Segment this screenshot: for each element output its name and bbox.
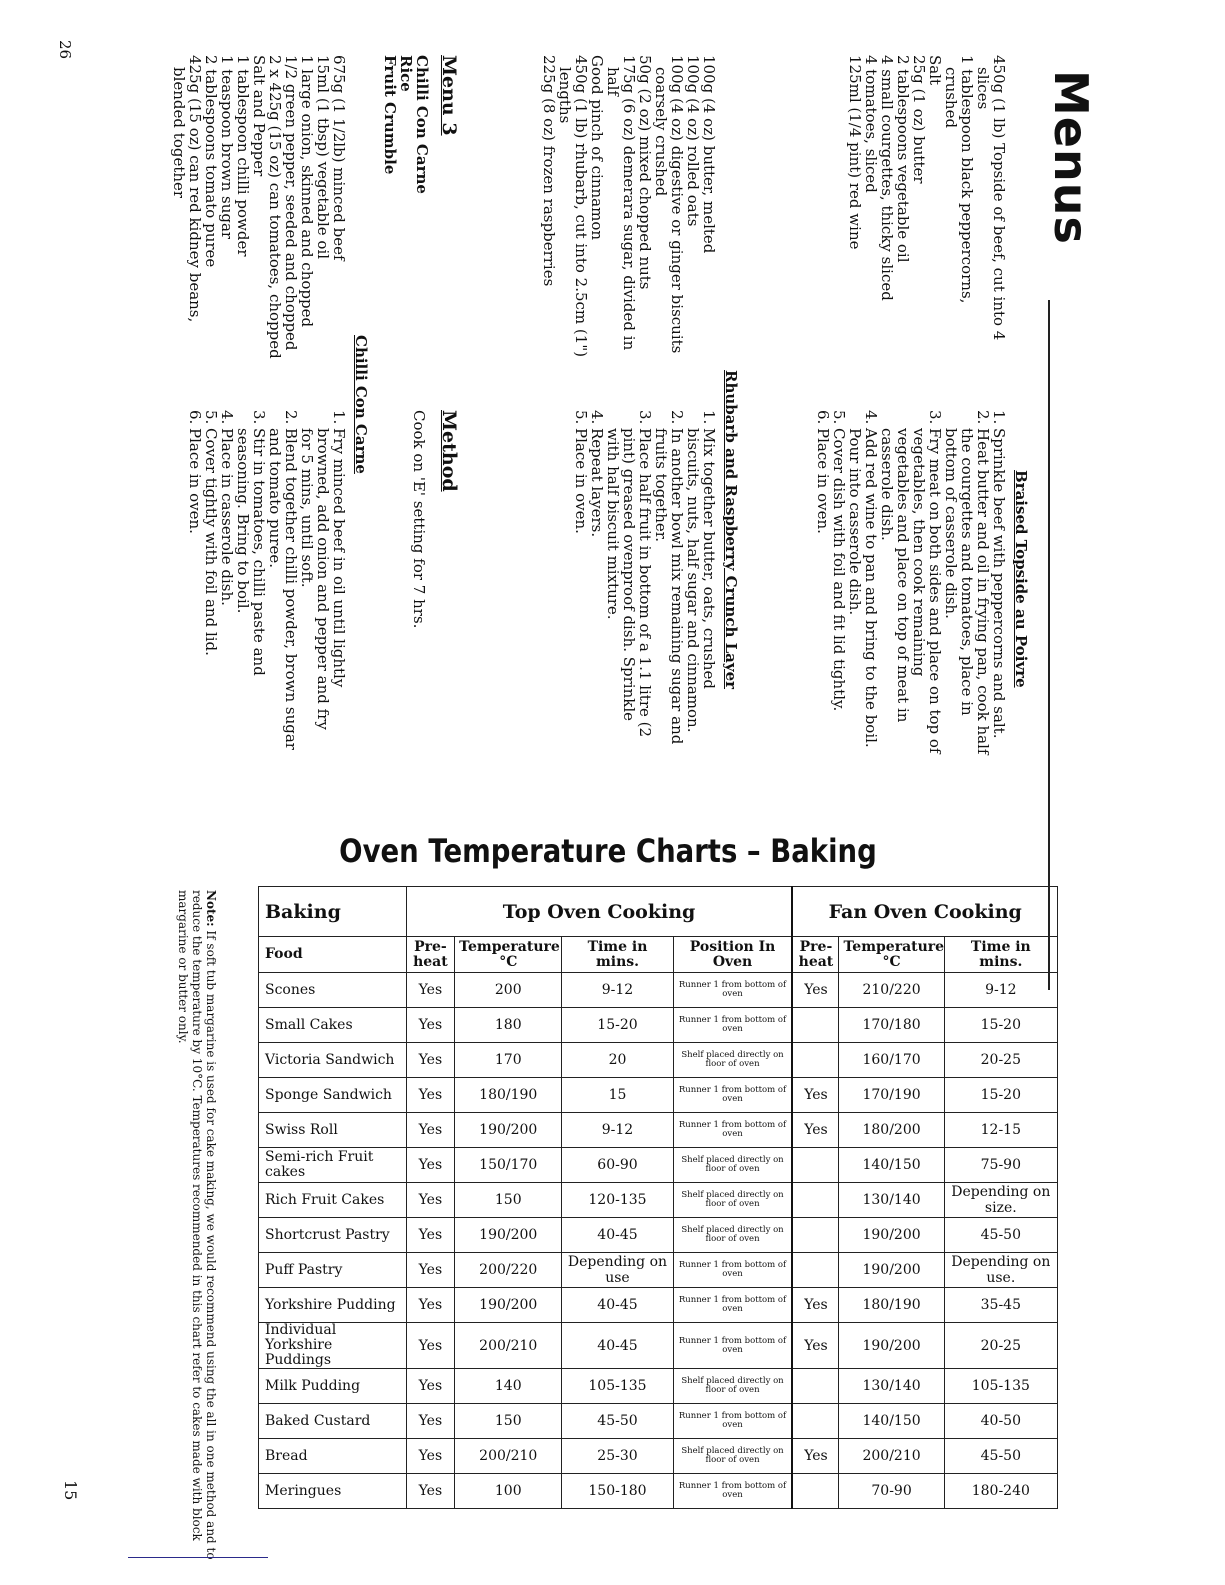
step-text: Mix together butter, oats, crushed biscuits, nuts, half sugar and cinnamon. <box>684 428 718 733</box>
top-temperature-cell: 200/210 <box>455 1439 562 1474</box>
chilli-ingredient: Salt and Pepper <box>250 55 268 177</box>
fan-preheat-cell: Yes <box>792 1078 839 1113</box>
fan-temperature-cell: 180/200 <box>839 1113 944 1148</box>
fan-preheat-cell: Yes <box>792 973 839 1008</box>
top-time-cell: 60-90 <box>562 1148 673 1183</box>
fan-temperature-cell: 160/170 <box>839 1043 944 1078</box>
position-cell: Shelf placed directly on floor of oven <box>673 1183 792 1218</box>
food-cell: Puff Pastry <box>259 1253 407 1288</box>
chilli-method-step <box>219 410 235 755</box>
note-label: Note: <box>204 890 218 927</box>
bottom-rule <box>128 1557 268 1558</box>
table-row <box>259 1183 1058 1218</box>
menu3-method-title: Method <box>438 410 460 492</box>
step-text: Cover tightly with foil and lid. <box>202 428 220 656</box>
fan-preheat-cell <box>792 1404 839 1439</box>
topside-method-step <box>847 410 879 755</box>
menus-title: Menus <box>1044 70 1098 245</box>
fan-temperature-cell: 190/200 <box>839 1218 944 1253</box>
header-fan-temperature: Temperature °C <box>839 937 944 973</box>
topside-method-step <box>831 410 847 755</box>
chilli-ingredient: 2 x 425g (15 oz) can tomatoes, chopped <box>266 55 284 359</box>
step-text: Repeat layers. <box>588 428 606 538</box>
rhubarb-ingredient: 100g (4 oz) butter, melted <box>700 55 718 254</box>
top-time-cell: 45-50 <box>562 1404 673 1439</box>
step-text: Fry meat on both sides and place on top of vegetables, then cook remaining vegetables and place on top of meat in casserole dish. <box>878 428 944 754</box>
position-cell: Runner 1 from bottom of oven <box>673 1288 792 1323</box>
fan-time-cell: 75-90 <box>944 1148 1057 1183</box>
menu3-item: Chilli Con Carne <box>413 55 431 194</box>
top-time-cell: 25-30 <box>562 1439 673 1474</box>
topside-ingredient: 4 tomatoes, sliced <box>862 55 880 193</box>
step-number: 3. <box>636 410 654 425</box>
topside-ingredient: 125ml (1/4 pint) red wine <box>846 55 864 250</box>
chilli-ingredients <box>171 55 347 380</box>
top-time-cell: 20 <box>562 1043 673 1078</box>
topside-method-step <box>943 410 991 755</box>
topside-ingredient: 450g (1 lb) Topside of beef, cut into 4 slices <box>974 55 1008 341</box>
rhubarb-method <box>573 410 717 755</box>
rhubarb-method-step <box>605 410 653 755</box>
topside-ingredient: 2 tablespoons vegetable oil <box>894 55 912 263</box>
chilli-method-step <box>299 410 347 755</box>
table-row <box>259 1439 1058 1474</box>
chilli-ingredient: 1 tablespoon chilli powder <box>234 55 252 257</box>
position-cell: Runner 1 from bottom of oven <box>673 1008 792 1043</box>
position-cell: Shelf placed directly on floor of oven <box>673 1439 792 1474</box>
menu3-item: Rice <box>397 55 415 92</box>
food-cell: Rich Fruit Cakes <box>259 1183 407 1218</box>
step-text: Place in oven. <box>572 428 590 534</box>
position-cell: Runner 1 from bottom of oven <box>673 973 792 1008</box>
table-row <box>259 1474 1058 1509</box>
step-number: 3. <box>250 410 268 425</box>
top-preheat-cell: Yes <box>406 1113 455 1148</box>
top-preheat-cell: Yes <box>406 1474 455 1509</box>
fan-preheat-cell: Yes <box>792 1439 839 1474</box>
position-cell: Runner 1 from bottom of oven <box>673 1404 792 1439</box>
step-number: 6. <box>814 410 832 425</box>
step-number: 5. <box>830 410 848 425</box>
fan-time-cell: 45-50 <box>944 1439 1057 1474</box>
fan-temperature-cell: 210/220 <box>839 973 944 1008</box>
step-number: 1. <box>990 410 1008 425</box>
food-cell: Semi-rich Fruit cakes <box>259 1148 407 1183</box>
topside-ingredient: 25g (1 oz) butter <box>910 55 928 184</box>
position-cell: Shelf placed directly on floor of oven <box>673 1218 792 1253</box>
header-fan-preheat: Pre- heat <box>792 937 839 973</box>
step-text: Place in oven. <box>814 428 832 534</box>
step-text: Place in oven. <box>186 428 204 534</box>
topside-method-step <box>879 410 943 755</box>
step-number: 1. <box>700 410 718 425</box>
fan-time-cell: 35-45 <box>944 1288 1057 1323</box>
rhubarb-ingredients <box>541 55 717 360</box>
step-text: Stir in tomatoes, chilli paste and seasoning. Bring to boil. <box>234 428 268 676</box>
page-number-right: 15 <box>61 1480 80 1501</box>
rhubarb-ingredient: 100g (4 oz) rolled oats <box>684 55 702 227</box>
food-cell: Bread <box>259 1439 407 1474</box>
position-cell: Shelf placed directly on floor of oven <box>673 1369 792 1404</box>
fan-temperature-cell: 130/140 <box>839 1183 944 1218</box>
fan-preheat-cell <box>792 1218 839 1253</box>
topside-method <box>815 410 1007 755</box>
chilli-method-step <box>203 410 219 755</box>
step-number: 4. <box>588 410 606 425</box>
rhubarb-ingredient: 50g (2 oz) mixed chopped nuts <box>636 55 654 290</box>
step-number: 3. <box>926 410 944 425</box>
top-temperature-cell: 140 <box>455 1369 562 1404</box>
oven-chart-title: Oven Temperature Charts – Baking <box>339 832 877 870</box>
top-preheat-cell: Yes <box>406 1183 455 1218</box>
top-time-cell: 40-45 <box>562 1218 673 1253</box>
fan-preheat-cell: Yes <box>792 1113 839 1148</box>
top-time-cell: 15-20 <box>562 1008 673 1043</box>
step-text: In another bowl mix remaining sugar and fruits together. <box>652 428 686 745</box>
top-temperature-cell: 190/200 <box>455 1288 562 1323</box>
fan-time-cell: 20-25 <box>944 1043 1057 1078</box>
fan-temperature-cell: 190/200 <box>839 1253 944 1288</box>
top-preheat-cell: Yes <box>406 1323 455 1369</box>
fan-time-cell: 40-50 <box>944 1404 1057 1439</box>
food-cell: Swiss Roll <box>259 1113 407 1148</box>
header-top-time: Time in mins. <box>562 937 673 973</box>
top-time-cell: 40-45 <box>562 1288 673 1323</box>
chilli-ingredient: 425g (15 oz) can red kidney beans, blended together <box>170 55 204 323</box>
header-top-temperature: Temperature °C <box>455 937 562 973</box>
position-cell: Shelf placed directly on floor of oven <box>673 1043 792 1078</box>
rhubarb-method-step <box>589 410 605 755</box>
rhubarb-ingredient: Good pinch of cinnamon <box>588 55 606 241</box>
chilli-method <box>187 410 347 755</box>
position-cell: Runner 1 from bottom of oven <box>673 1323 792 1369</box>
header-food: Food <box>259 937 407 973</box>
top-preheat-cell: Yes <box>406 973 455 1008</box>
table-row <box>259 1369 1058 1404</box>
fan-preheat-cell <box>792 1148 839 1183</box>
top-temperature-cell: 150/170 <box>455 1148 562 1183</box>
fan-temperature-cell: 170/180 <box>839 1008 944 1043</box>
step-text: Fry minced beef in oil until lightly browned, add onion and pepper and fry for 5 mins, until soft. <box>298 428 348 730</box>
menu3-items <box>382 55 430 194</box>
fan-temperature-cell: 200/210 <box>839 1439 944 1474</box>
table-row <box>259 1404 1058 1439</box>
fan-time-cell: 12-15 <box>944 1113 1057 1148</box>
step-number: 4. <box>218 410 236 425</box>
top-time-cell: 120-135 <box>562 1183 673 1218</box>
table-row <box>259 1008 1058 1043</box>
chilli-ingredient: 675g (1 1/2lb) minced beef <box>330 55 348 261</box>
step-number: 1. <box>330 410 348 425</box>
top-time-cell: 9-12 <box>562 973 673 1008</box>
header-position: Position In Oven <box>673 937 792 973</box>
fan-temperature-cell: 190/200 <box>839 1323 944 1369</box>
table-row <box>259 1148 1058 1183</box>
chilli-ingredient: 1 teaspoon brown sugar <box>218 55 236 240</box>
food-cell: Sponge Sandwich <box>259 1078 407 1113</box>
fan-preheat-cell <box>792 1253 839 1288</box>
fan-preheat-cell <box>792 1369 839 1404</box>
fan-temperature-cell: 140/150 <box>839 1148 944 1183</box>
top-time-cell: 15 <box>562 1078 673 1113</box>
top-preheat-cell: Yes <box>406 1218 455 1253</box>
top-time-cell: 105-135 <box>562 1369 673 1404</box>
food-cell: Shortcrust Pastry <box>259 1218 407 1253</box>
food-cell: Individual Yorkshire Puddings <box>259 1323 407 1369</box>
step-number: 5. <box>572 410 590 425</box>
food-cell: Small Cakes <box>259 1008 407 1043</box>
step-number: 5. <box>202 410 220 425</box>
top-time-cell: Depending on use <box>562 1253 673 1288</box>
fan-time-cell: 105-135 <box>944 1369 1057 1404</box>
chilli-ingredient: 1 large onion, skinned and chopped <box>298 55 316 328</box>
table-row <box>259 1218 1058 1253</box>
rhubarb-method-step <box>685 410 717 755</box>
step-text: Place in casserole dish. <box>218 428 236 606</box>
header-baking: Baking <box>259 887 407 937</box>
top-preheat-cell: Yes <box>406 1288 455 1323</box>
table-row <box>259 1043 1058 1078</box>
topside-ingredient: 1 tablespoon black peppercorns, crushed <box>942 55 976 304</box>
rhubarb-ingredient: 450g (1 lb) rhubarb, cut into 2.5cm (1") lengths <box>556 55 590 358</box>
oven-table-body <box>259 973 1058 1509</box>
header-fan-oven: Fan Oven Cooking <box>792 887 1057 937</box>
topside-method-step <box>815 410 831 755</box>
step-text: Heat butter and oil in frying pan, cook half the courgettes and tomatoes, place in bottom of casserole dish. <box>942 428 992 755</box>
step-number: 4. <box>862 410 880 425</box>
menu3-title: Menu 3 <box>438 55 460 136</box>
fan-temperature-cell: 170/190 <box>839 1078 944 1113</box>
food-cell: Milk Pudding <box>259 1369 407 1404</box>
header-top-preheat: Pre- heat <box>406 937 455 973</box>
fan-preheat-cell: Yes <box>792 1323 839 1369</box>
rhubarb-title: Rhubarb and Raspberry Crunch Layer <box>722 370 740 690</box>
table-row <box>259 1288 1058 1323</box>
fan-temperature-cell: 70-90 <box>839 1474 944 1509</box>
header-top-oven: Top Oven Cooking <box>406 887 792 937</box>
fan-temperature-cell: 130/140 <box>839 1369 944 1404</box>
food-cell: Scones <box>259 973 407 1008</box>
top-temperature-cell: 200 <box>455 973 562 1008</box>
rhubarb-ingredient: 100g (4 oz) digestive or ginger biscuits coarsely crushed <box>652 55 686 354</box>
fan-preheat-cell <box>792 1008 839 1043</box>
fan-time-cell: 45-50 <box>944 1218 1057 1253</box>
fan-preheat-cell <box>792 1183 839 1218</box>
fan-preheat-cell <box>792 1474 839 1509</box>
fan-temperature-cell: 140/150 <box>839 1404 944 1439</box>
top-temperature-cell: 150 <box>455 1183 562 1218</box>
table-row <box>259 1323 1058 1369</box>
top-temperature-cell: 170 <box>455 1043 562 1078</box>
top-temperature-cell: 100 <box>455 1474 562 1509</box>
rhubarb-ingredient: 175g (6 oz) demerara sugar, divided in half <box>604 55 638 351</box>
topside-method-step <box>991 410 1007 755</box>
chilli-ingredient: 2 tablespoons tomato puree <box>202 55 220 268</box>
step-text: Add red wine to pan and bring to the boil. Pour into casserole dish. <box>846 428 880 748</box>
oven-temperature-table <box>258 886 1058 1509</box>
step-number: 2. <box>974 410 992 425</box>
chilli-ingredient: 15ml (1 tbsp) vegetable oil <box>314 55 332 260</box>
topside-title: Braised Topside au Poivre <box>1012 470 1030 688</box>
top-time-cell: 9-12 <box>562 1113 673 1148</box>
fan-time-cell: 180-240 <box>944 1474 1057 1509</box>
chilli-title: Chilli Con Carne <box>352 335 370 474</box>
food-cell: Victoria Sandwich <box>259 1043 407 1078</box>
fan-time-cell: 9-12 <box>944 973 1057 1008</box>
top-time-cell: 40-45 <box>562 1323 673 1369</box>
top-preheat-cell: Yes <box>406 1078 455 1113</box>
top-time-cell: 150-180 <box>562 1474 673 1509</box>
top-preheat-cell: Yes <box>406 1008 455 1043</box>
fan-time-cell: 15-20 <box>944 1008 1057 1043</box>
step-text: Sprinkle beef with peppercorns and salt. <box>990 428 1008 739</box>
chilli-method-step <box>267 410 299 755</box>
position-cell: Runner 1 from bottom of oven <box>673 1253 792 1288</box>
step-number: 2. <box>668 410 686 425</box>
menu3-method-note: Cook on 'E' setting for 7 hrs. <box>410 410 428 629</box>
top-temperature-cell: 190/200 <box>455 1218 562 1253</box>
top-temperature-cell: 200/210 <box>455 1323 562 1369</box>
fan-time-cell: 20-25 <box>944 1323 1057 1369</box>
top-temperature-cell: 180/190 <box>455 1078 562 1113</box>
step-number: 2. <box>282 410 300 425</box>
fan-preheat-cell: Yes <box>792 1288 839 1323</box>
step-text: Cover dish with foil and fit lid tightly. <box>830 428 848 712</box>
top-preheat-cell: Yes <box>406 1439 455 1474</box>
rhubarb-method-step <box>653 410 685 755</box>
step-text: Blend together chilli powder, brown sugar and tomato puree. <box>266 428 300 750</box>
rhubarb-method-step <box>573 410 589 755</box>
fan-time-cell: 15-20 <box>944 1078 1057 1113</box>
fan-preheat-cell <box>792 1043 839 1078</box>
rhubarb-ingredient: 225g (8 oz) frozen raspberries <box>540 55 558 287</box>
fan-temperature-cell: 180/190 <box>839 1288 944 1323</box>
oven-note <box>176 890 218 1580</box>
chilli-method-step <box>235 410 267 755</box>
top-temperature-cell: 200/220 <box>455 1253 562 1288</box>
position-cell: Runner 1 from bottom of oven <box>673 1474 792 1509</box>
top-preheat-cell: Yes <box>406 1253 455 1288</box>
chilli-ingredient: 1/2 green pepper, seeded and chopped <box>282 55 300 351</box>
food-cell: Baked Custard <box>259 1404 407 1439</box>
fan-time-cell: Depending on size. <box>944 1183 1057 1218</box>
topside-ingredient: 4 small courgettes, thicky sliced <box>878 55 896 301</box>
top-preheat-cell: Yes <box>406 1369 455 1404</box>
top-preheat-cell: Yes <box>406 1043 455 1078</box>
position-cell: Runner 1 from bottom of oven <box>673 1113 792 1148</box>
table-row <box>259 1253 1058 1288</box>
top-temperature-cell: 180 <box>455 1008 562 1043</box>
step-text: Place half fruit in bottom of a 1.1 litre (2 pint) greased ovenproof dish. Sprinkle with half biscuit mixture. <box>604 428 654 738</box>
fan-time-cell: Depending on use. <box>944 1253 1057 1288</box>
chilli-method-step <box>187 410 203 755</box>
table-row <box>259 1078 1058 1113</box>
top-temperature-cell: 150 <box>455 1404 562 1439</box>
food-cell: Yorkshire Pudding <box>259 1288 407 1323</box>
position-cell: Runner 1 from bottom of oven <box>673 1078 792 1113</box>
position-cell: Shelf placed directly on floor of oven <box>673 1148 792 1183</box>
topside-ingredients <box>847 55 1007 360</box>
table-row <box>259 973 1058 1008</box>
table-row <box>259 1113 1058 1148</box>
top-preheat-cell: Yes <box>406 1148 455 1183</box>
top-preheat-cell: Yes <box>406 1404 455 1439</box>
food-cell: Meringues <box>259 1474 407 1509</box>
top-temperature-cell: 190/200 <box>455 1113 562 1148</box>
header-fan-time: Time in mins. <box>944 937 1057 973</box>
topside-ingredient: Salt <box>926 55 944 86</box>
note-text: If soft tub margarine is used for cake making, we would recommend using the all in one method and to reduce the temperature by 10°C. Temperatures recommended in this chart refer to cakes made with block margarine or butter only. <box>176 890 218 1560</box>
step-number: 6. <box>186 410 204 425</box>
menu3-item: Fruit Crumble <box>381 55 399 175</box>
page-number-left: 26 <box>56 40 74 60</box>
